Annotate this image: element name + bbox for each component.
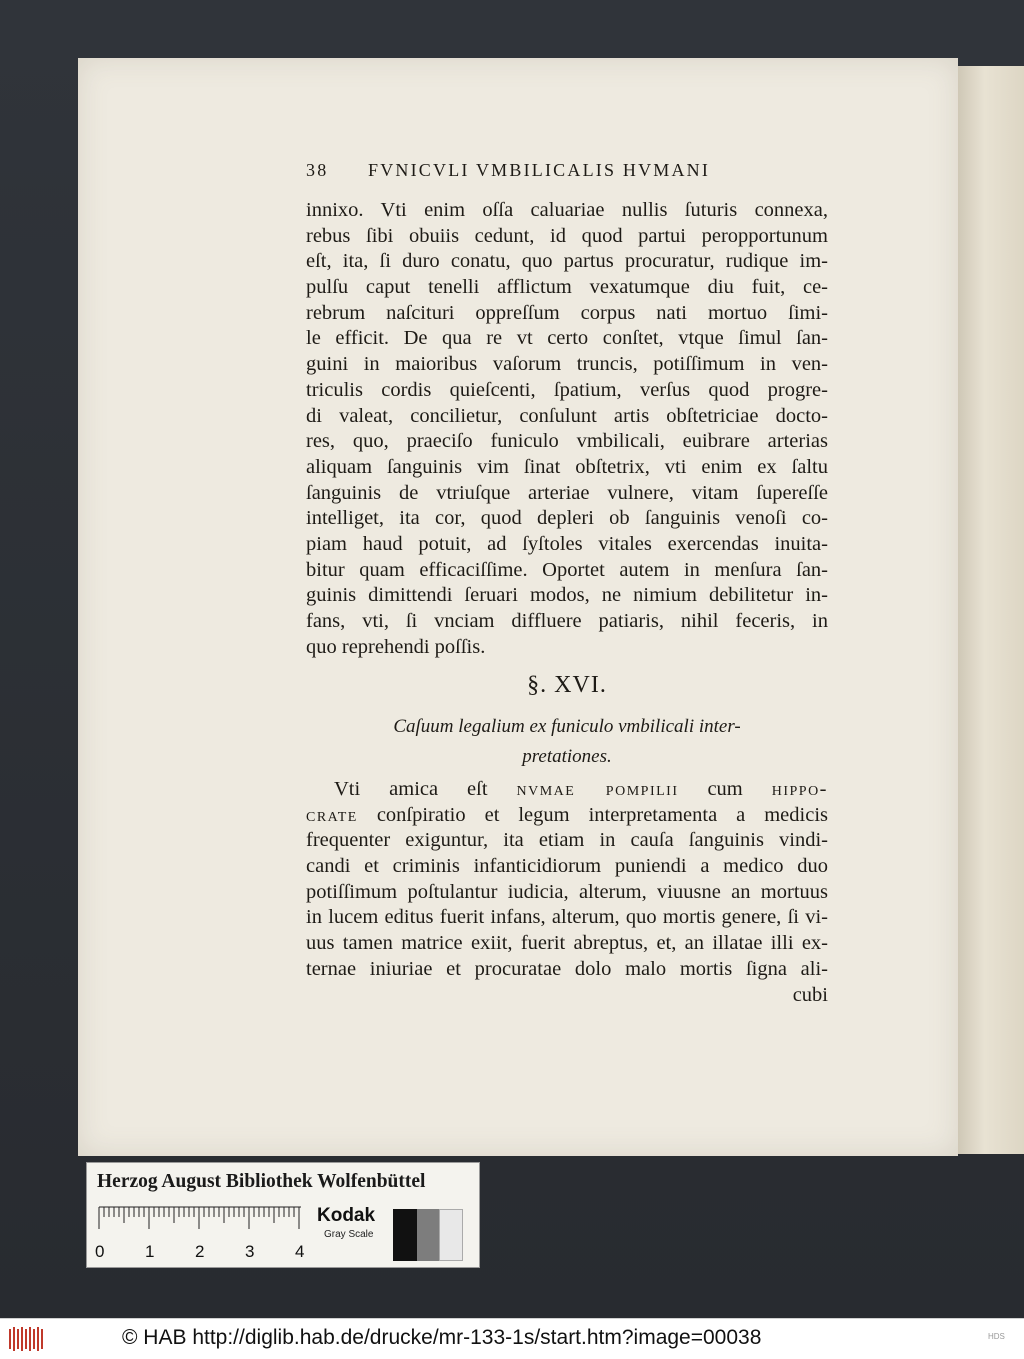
text-line: candi et criminis infanticidiorum puniendi a medico duo (306, 855, 828, 878)
text-line: rebus ſibi obuiis cedunt, id quod partui peropportunum (306, 224, 828, 247)
text-line: guinis dimittendi ſeruari modos, ne nimium debilitetur in- (306, 584, 828, 607)
text-line: res, quo, praeciſo funiculo vmbilicali, euibrare arterias (306, 430, 828, 453)
ruler-number: 1 (145, 1242, 155, 1261)
footer-bar (0, 1318, 1024, 1359)
ruler-number: 2 (195, 1242, 205, 1261)
kodak-logo: Kodak (317, 1205, 376, 1226)
text-line: ſanguinis de vtriuſque arteriae vulnere, vitam ſupereſſe (306, 481, 828, 504)
text-line: fans, vti, ſi vnciam diffluere patiaris, nihil feceris, in (306, 610, 828, 632)
text-line: pulſu caput tenelli afflictum vexatumque diu fuit, ce- (306, 276, 828, 299)
text-line: triculis cordis quieſcenti, ſpatium, verſus quod progre- (306, 378, 828, 401)
text-line: crate conſpiratio et legum interpretamenta a medicis (306, 803, 828, 826)
section-title-line: Caſuum legalium ex funiculo vmbilicali inter- (393, 716, 741, 737)
copyright-url[interactable]: © HAB http://diglib.hab.de/drucke/mr-133-1s/start.htm?image=00038 (122, 1326, 762, 1349)
section-number: §. XVI. (527, 672, 607, 698)
gray-patch-light (439, 1209, 463, 1261)
ruler-number: 3 (245, 1242, 255, 1261)
text-line: quo reprehendi poſſis. (306, 635, 486, 658)
ruler-number: 4 (295, 1242, 305, 1261)
text-line: frequenter exiguntur, ita etiam in cauſa ſanguinis vindi- (306, 829, 828, 852)
text-line: in lucem editus fuerit infans, alterum, quo mortis genere, ſi vi- (306, 906, 828, 929)
body-text (306, 198, 828, 660)
section-body (306, 776, 828, 1007)
text-line: innixo. Vti enim oſſa caluariae nullis ſuturis connexa, (306, 199, 828, 221)
section-title (306, 712, 828, 772)
ruler-number: 0 (95, 1242, 105, 1261)
page-edge (958, 66, 1024, 1154)
page-number: 38 (306, 160, 329, 180)
text-line: bitur quam efficaciſſime. Oportet autem in menſura ſan- (306, 558, 828, 581)
ruler-scale (97, 1205, 307, 1265)
section-title-line: pretationes. (522, 746, 612, 767)
page-header (306, 160, 826, 190)
text-line: ternae iniuriae et procuratae dolo malo mortis ſigna ali- (306, 957, 828, 980)
text-line: aliquam ſanguinis vim ſinat obſtetrix, vti enim ex ſaltu (306, 455, 828, 478)
text-line: Vti amica eſt nvmae pompilii cum hippo- (334, 778, 829, 800)
text-lines (306, 827, 828, 981)
kodak-subtitle: Gray Scale (324, 1229, 374, 1240)
library-name: Herzog August Bibliothek Wolfenbüttel (97, 1171, 426, 1192)
footer-mark: HDS (988, 1332, 1005, 1341)
text-line: piam haud potuit, ad ſyſtoles vitales exercendas inuita- (306, 532, 828, 555)
hab-logo-icon (8, 1325, 46, 1353)
gray-patch-black (393, 1209, 417, 1261)
library-label (86, 1162, 480, 1268)
text-line: le efficit. De qua re vt certo conſtet, vtque ſimul ſan- (306, 327, 828, 350)
text-line: eſt, ita, ſi duro conatu, quo partus procuratur, rudique im- (306, 250, 828, 273)
running-title: FVNICVLI VMBILICALIS HVMANI (368, 160, 711, 180)
text-line: guini in maioribus vaſorum truncis, potiſſimum in ven- (306, 353, 828, 376)
text-line: uus tamen matrice exiit, fuerit abreptus, et, an illatae illi ex- (306, 932, 828, 955)
gray-patch-mid (417, 1209, 439, 1261)
catchword: cubi (792, 983, 828, 1006)
text-line: potiſſimum poſtulantur iudicia, alterum, viuusne an mortuus (306, 880, 828, 903)
text-line: intelliget, ita cor, quod depleri ob ſanguinis venoſi co- (306, 507, 828, 530)
text-line: di valeat, concilietur, conſulunt artis obſtetriciae docto- (306, 404, 828, 427)
text-line: rebrum naſcituri oppreſſum corpus nati mortuo ſimi- (306, 301, 828, 324)
